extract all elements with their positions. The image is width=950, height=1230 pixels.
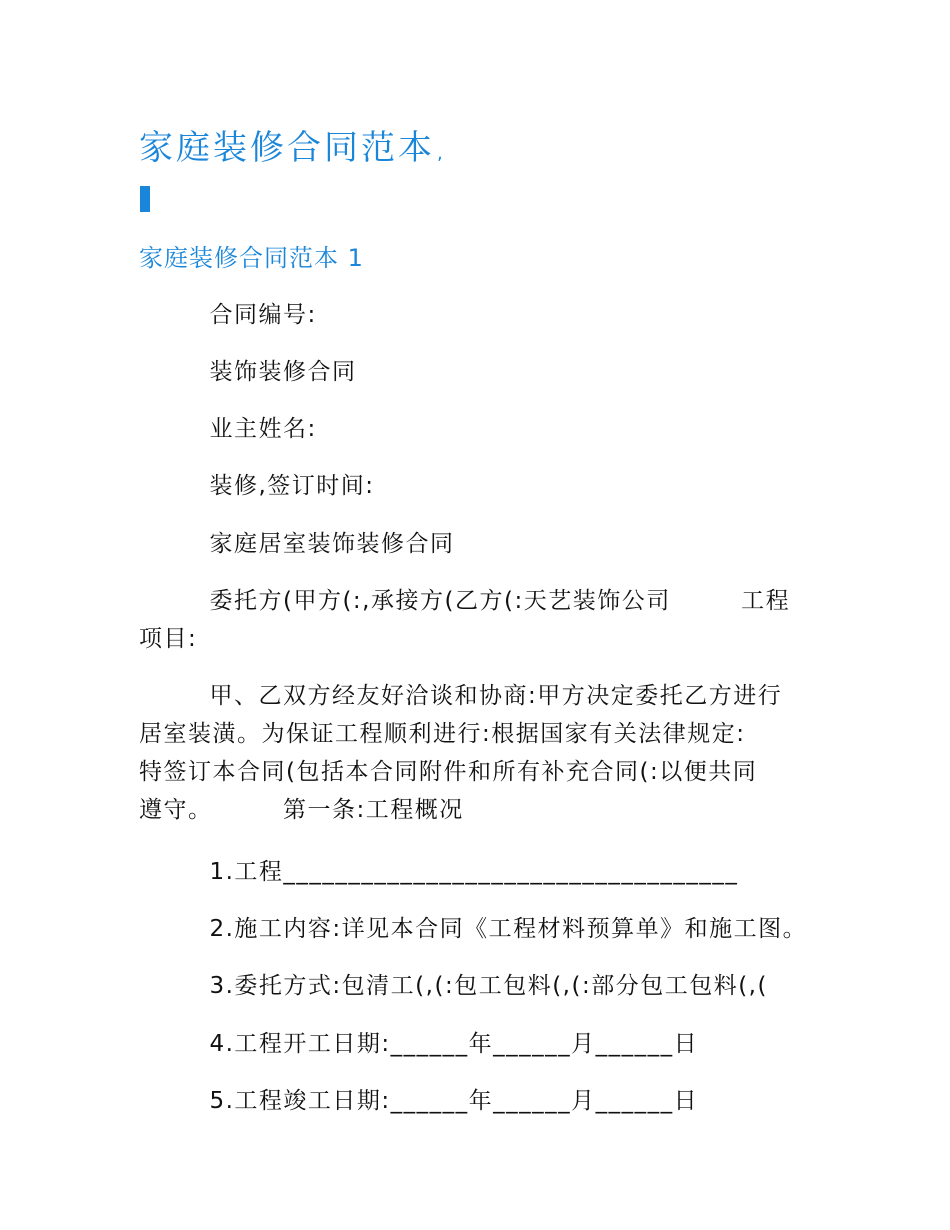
paragraph-contract-number: 合同编号: [139, 302, 317, 328]
paragraph-owner-name: 业主姓名: [139, 416, 317, 442]
paragraph-contract-type: 装饰装修合同 [139, 359, 357, 385]
paragraph-parties: 委托方(甲方(:,承接方(乙方(:天艺装饰公司 工程 项目: [139, 588, 791, 652]
document-title-text: 家庭装修合同范本 [139, 128, 435, 168]
paragraph-agreement: 甲、乙双方经友好洽谈和协商:甲方决定委托乙方进行 居室装潢。为保证工程顺利进行:根据国家有关法律规定: 特签订本合同(包括本合同附件和所有补充合同(:以便共同 遵守。 第一条:工程概况 [139, 683, 783, 823]
document-title-mark: , [437, 143, 446, 164]
paragraph-item-content: 2.施工内容:详见本合同《工程材料预算单》和施工图。 [139, 916, 808, 942]
paragraph-item-method: 3.委托方式:包清工(,(:包工包料(,(:部分包工包料(,( [139, 973, 768, 999]
paragraph-sign-date: 装修,签订时间: [139, 473, 375, 499]
paragraph-item-start-date: 4.工程开工日期:______年______月______日 [139, 1031, 699, 1057]
paragraph-item-end-date: 5.工程竣工日期:______年______月______日 [139, 1088, 699, 1114]
accent-bar [140, 186, 150, 212]
section-heading: 家庭装修合同范本 1 [139, 244, 364, 272]
document-title [139, 124, 446, 178]
paragraph-item-project: 1.工程___________________________________ [139, 859, 739, 885]
paragraph-home-contract: 家庭居室装饰装修合同 [139, 531, 455, 557]
